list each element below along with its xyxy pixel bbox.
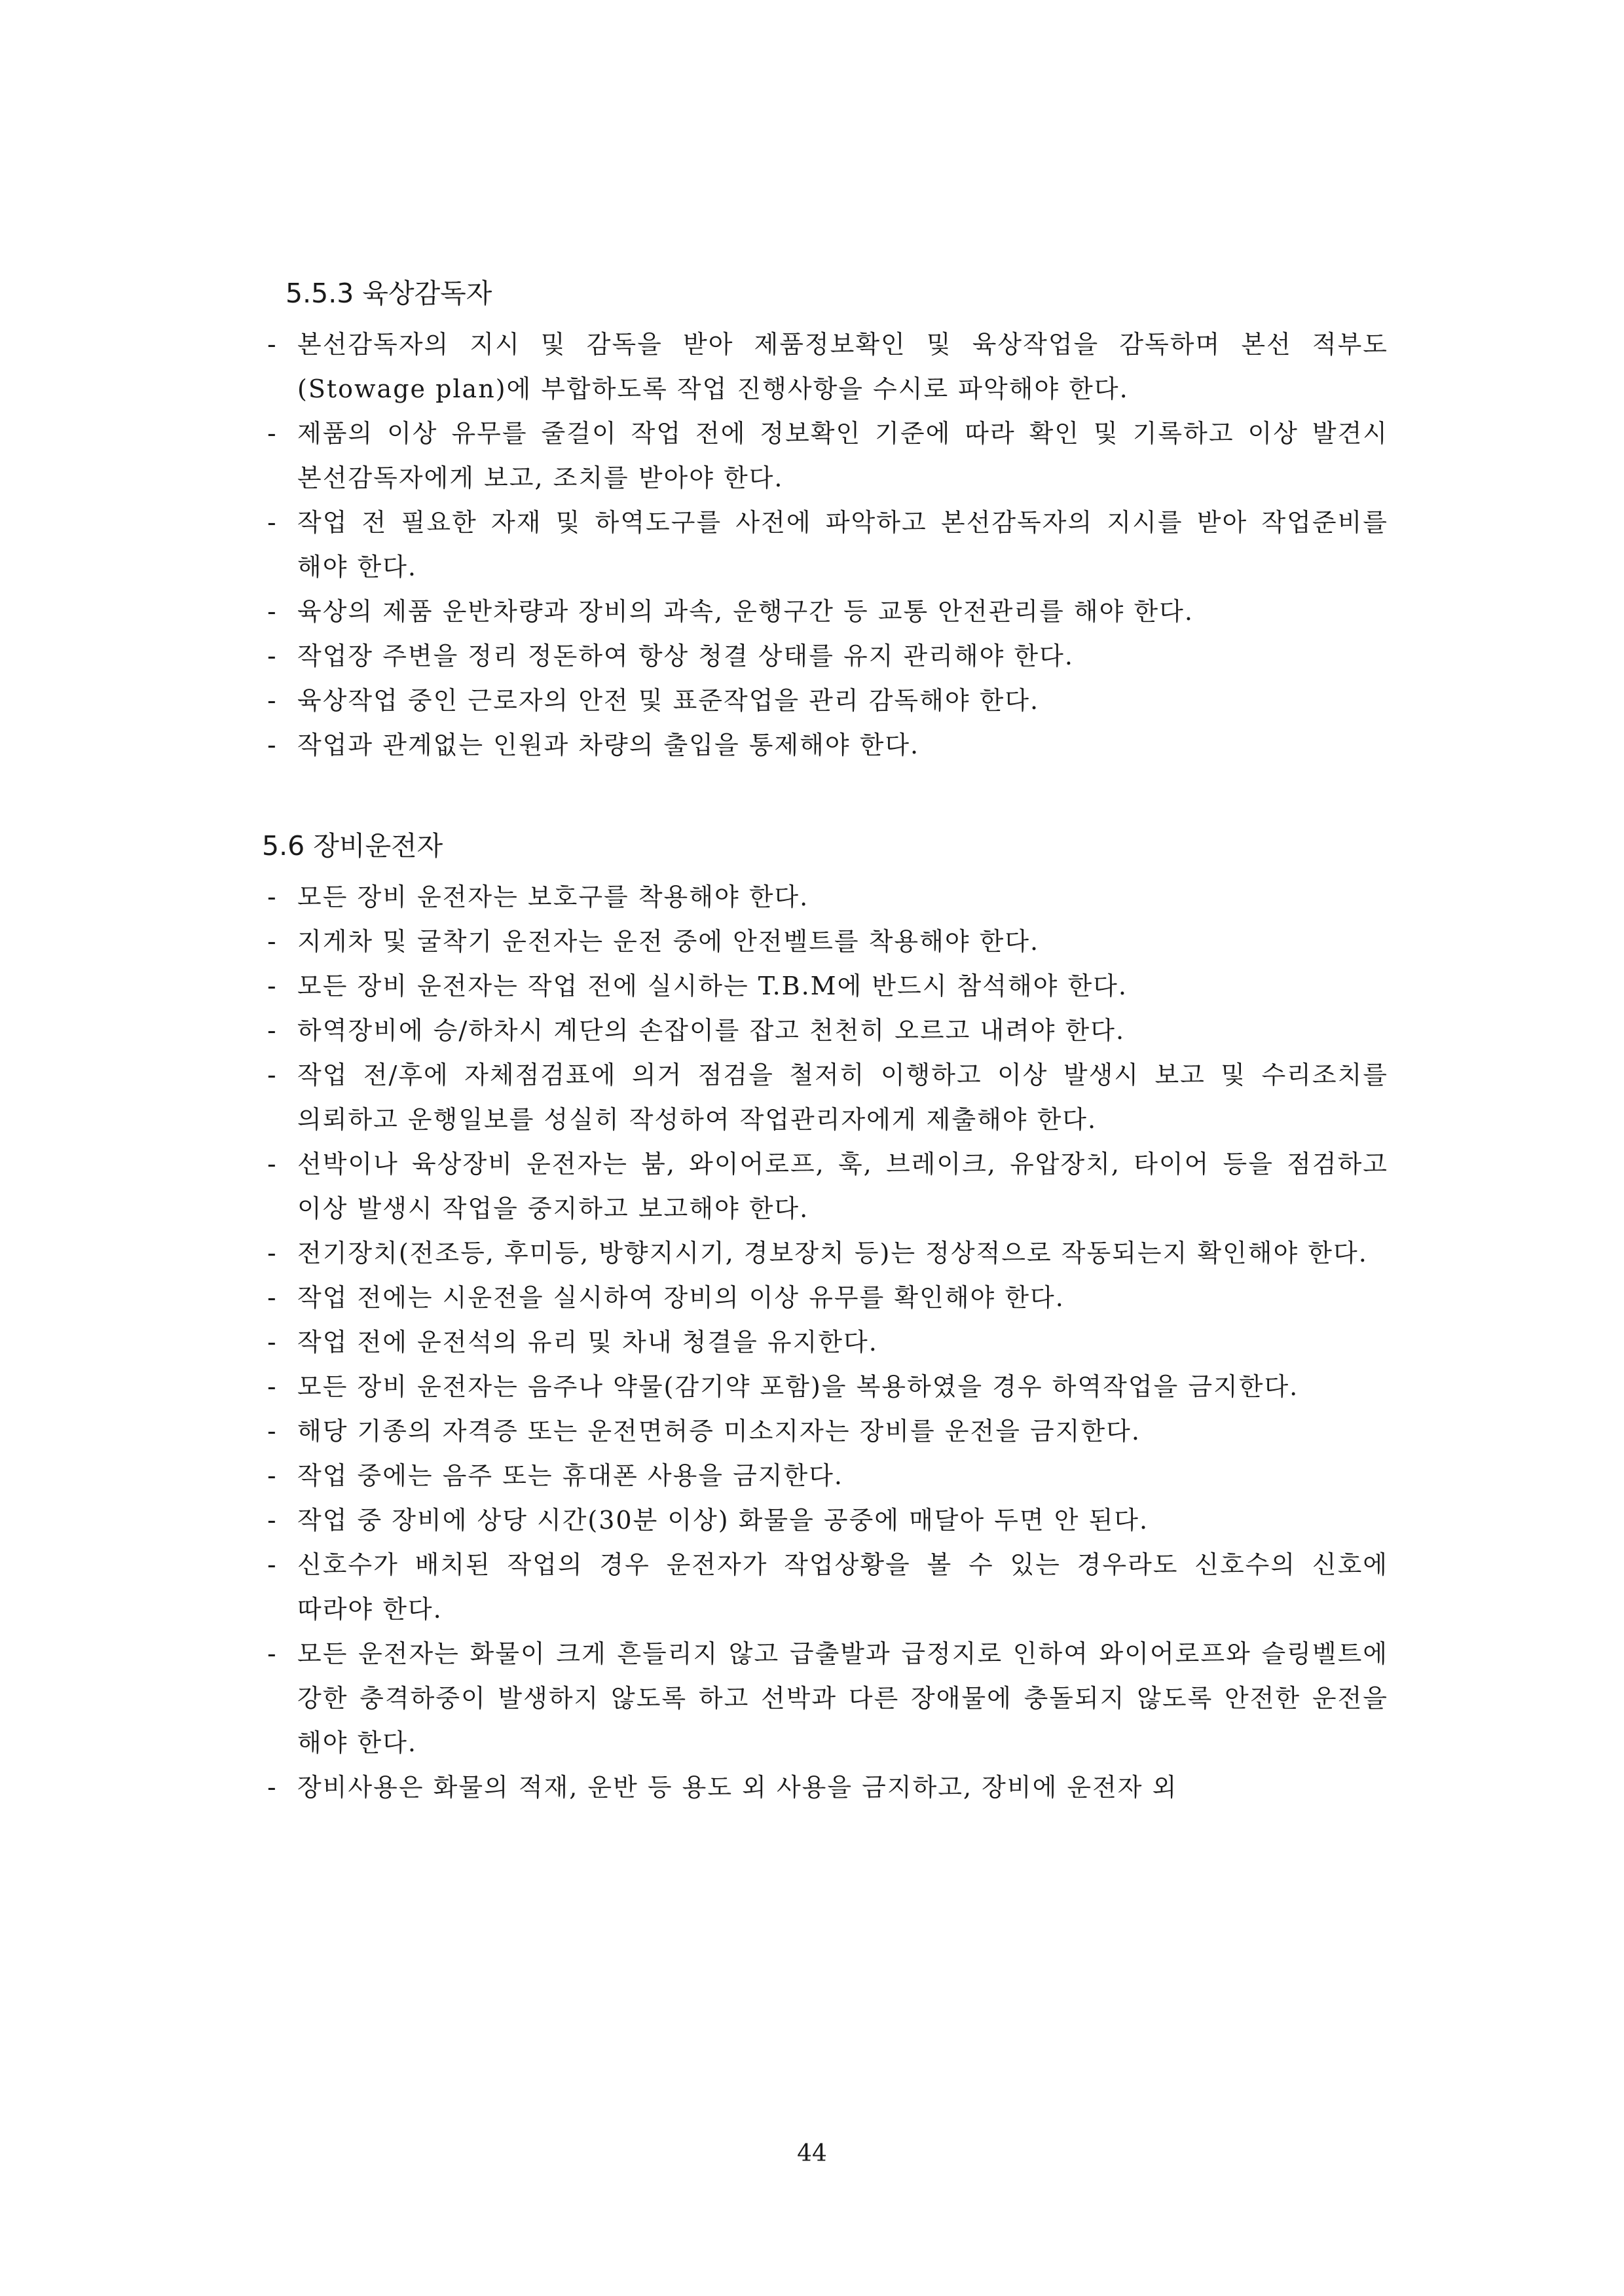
- list-item-text: 제품의 이상 유무를 줄걸이 작업 전에 정보확인 기준에 따라 확인 및 기록하고 이상 발견시 본선감독자에게 보고, 조치를 받아야 한다.: [297, 419, 1388, 492]
- list-item: [262, 964, 1388, 1008]
- list-item: [262, 1498, 1388, 1542]
- bullet-dash: -: [267, 1150, 278, 1178]
- bullet-dash: -: [267, 972, 278, 1000]
- bullet-dash: -: [267, 419, 278, 448]
- list-item: [262, 1231, 1388, 1275]
- list-item-text: 작업과 관계없는 인원과 차량의 출입을 통제해야 한다.: [297, 731, 920, 759]
- list-item-text: 하역장비에 승/하차시 계단의 손잡이를 잡고 천천히 오르고 내려야 한다.: [297, 1016, 1126, 1045]
- list-item-text: 장비사용은 화물의 적재, 운반 등 용도 외 사용을 금지하고, 장비에 운전자 외: [297, 1773, 1178, 1802]
- list-item: [262, 1320, 1388, 1364]
- bullet-dash: -: [267, 1372, 278, 1401]
- list-item-text: 모든 장비 운전자는 음주나 약물(감기약 포함)을 복용하였을 경우 하역작업을 금지한다.: [297, 1372, 1299, 1401]
- bullet-dash: -: [267, 686, 278, 715]
- list-item-text: 작업 전/후에 자체점검표에 의거 점검을 철저히 이행하고 이상 발생시 보고 및 수리조치를 의뢰하고 운행일보를 성실히 작성하여 작업관리자에게 제출해야 한다.: [297, 1061, 1388, 1134]
- list-item-text: 선박이나 육상장비 운전자는 붐, 와이어로프, 훅, 브레이크, 유압장치, 타이어 등을 점검하고 이상 발생시 작업을 중지하고 보고해야 한다.: [297, 1150, 1388, 1223]
- list-item: [262, 322, 1388, 411]
- section-heading: 5.5.3 육상감독자: [286, 278, 492, 309]
- section-onshore-supervisor: [262, 274, 1388, 767]
- list-item-text: 해당 기종의 자격증 또는 운전면허증 미소지자는 장비를 운전을 금지한다.: [297, 1417, 1141, 1446]
- list-item-text: 모든 운전자는 화물이 크게 흔들리지 않고 급출발과 급정지로 인하여 와이어로프와 슬링벨트에 강한 충격하중이 발생하지 않도록 하고 선박과 다른 장애물에 충돌되지 않도록 안전한 운전을 해야 한다.: [297, 1639, 1388, 1757]
- bullet-dash: -: [267, 330, 278, 359]
- bullet-dash: -: [267, 883, 278, 911]
- list-item-text: 지게차 및 굴착기 운전자는 운전 중에 안전벨트를 착용해야 한다.: [297, 927, 1040, 956]
- bullet-dash: -: [267, 1328, 278, 1357]
- list-item: [262, 1275, 1388, 1320]
- list-item-text: 작업 중에는 음주 또는 휴대폰 사용을 금지한다.: [297, 1461, 844, 1490]
- section-equipment-operator: [262, 826, 1388, 1810]
- list-item-text: 전기장치(전조등, 후미등, 방향지시기, 경보장치 등)는 정상적으로 작동되는지 확인해야 한다.: [297, 1239, 1368, 1267]
- bullet-dash: -: [267, 1239, 278, 1267]
- list-item: [262, 1631, 1388, 1765]
- list-item: [262, 1542, 1388, 1631]
- bullet-dash: -: [267, 1061, 278, 1089]
- list-item: [262, 919, 1388, 964]
- list-item-text: 작업 중 장비에 상당 시간(30분 이상) 화물을 공중에 매달아 두면 안 된다.: [297, 1506, 1149, 1535]
- list-item: [262, 678, 1388, 723]
- bullet-dash: -: [267, 508, 278, 537]
- list-item-text: 작업 전에 운전석의 유리 및 차내 청결을 유지한다.: [297, 1328, 878, 1357]
- bullet-dash: -: [267, 1773, 278, 1802]
- bullet-dash: -: [267, 927, 278, 956]
- bullet-dash: -: [267, 731, 278, 759]
- list-item: [262, 634, 1388, 678]
- bullet-dash: -: [267, 1639, 278, 1668]
- list-item: [262, 875, 1388, 919]
- bullet-dash: -: [267, 1461, 278, 1490]
- list-item-text: 육상의 제품 운반차량과 장비의 과속, 운행구간 등 교통 안전관리를 해야 한다.: [297, 597, 1194, 626]
- page-number: 44: [797, 2140, 827, 2167]
- list-item-text: 신호수가 배치된 작업의 경우 운전자가 작업상황을 볼 수 있는 경우라도 신호수의 신호에 따라야 한다.: [297, 1550, 1388, 1624]
- list-item-text: 작업 전에는 시운전을 실시하여 장비의 이상 유무를 확인해야 한다.: [297, 1283, 1065, 1312]
- list-item: [262, 1053, 1388, 1142]
- list-item: [262, 500, 1388, 589]
- item-list: [262, 322, 1388, 767]
- list-item: [262, 589, 1388, 634]
- list-item: [262, 1008, 1388, 1053]
- bullet-dash: -: [267, 1283, 278, 1312]
- list-item-text: 모든 장비 운전자는 보호구를 착용해야 한다.: [297, 883, 809, 911]
- list-item-text: 작업 전 필요한 자재 및 하역도구를 사전에 파악하고 본선감독자의 지시를 받아 작업준비를 해야 한다.: [297, 508, 1388, 581]
- bullet-dash: -: [267, 1417, 278, 1446]
- list-item-text: 육상작업 중인 근로자의 안전 및 표준작업을 관리 감독해야 한다.: [297, 686, 1040, 715]
- list-item: [262, 1409, 1388, 1453]
- bullet-dash: -: [267, 1506, 278, 1535]
- list-item: [262, 1453, 1388, 1498]
- item-list: [262, 875, 1388, 1810]
- list-item-text: 작업장 주변을 정리 정돈하여 항상 청결 상태를 유지 관리해야 한다.: [297, 642, 1074, 670]
- list-item-text: 모든 장비 운전자는 작업 전에 실시하는 T.B.M에 반드시 참석해야 한다.: [297, 972, 1128, 1000]
- section-heading: 5.6 장비운전자: [262, 830, 443, 862]
- list-item: [262, 411, 1388, 500]
- bullet-dash: -: [267, 642, 278, 670]
- list-item: [262, 1765, 1388, 1810]
- list-item: [262, 1364, 1388, 1409]
- bullet-dash: -: [267, 1550, 278, 1579]
- list-item-text: 본선감독자의 지시 및 감독을 받아 제품정보확인 및 육상작업을 감독하며 본선 적부도(Stowage plan)에 부합하도록 작업 진행사항을 수시로 파악해야 한다.: [297, 330, 1388, 403]
- bullet-dash: -: [267, 1016, 278, 1045]
- bullet-dash: -: [267, 597, 278, 626]
- list-item: [262, 1142, 1388, 1231]
- list-item: [262, 723, 1388, 767]
